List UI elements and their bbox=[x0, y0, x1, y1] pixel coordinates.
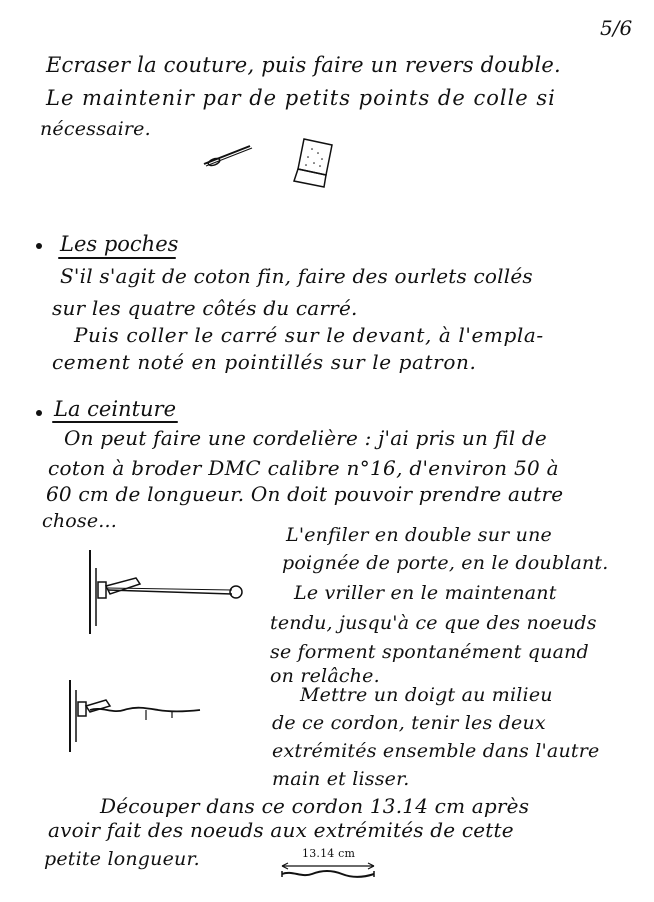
side-line-1: L'enfiler en double sur une bbox=[286, 524, 552, 546]
side-line-4: tendu, jusqu'à ce que des noeuds bbox=[270, 612, 597, 634]
side-line-6: on relâche. bbox=[270, 665, 380, 687]
glue-tube-sketch bbox=[288, 135, 338, 190]
ceinture-line-3: 60 cm de longueur. On doit pouvoir prendre autre bbox=[46, 482, 564, 506]
heading-underline-ceinture bbox=[52, 421, 178, 423]
poches-line-2: sur les quatre côtés du carré. bbox=[52, 296, 358, 320]
intro-line-2: Le maintenir par de petits points de colle si bbox=[46, 86, 556, 110]
final-line-2: avoir fait des noeuds aux extrémités de cette bbox=[48, 818, 514, 842]
ceinture-line-4: chose... bbox=[42, 510, 118, 532]
section-heading-ceinture: La ceinture bbox=[54, 397, 177, 421]
side-line-7: Mettre un doigt au milieu bbox=[300, 684, 553, 706]
bullet-poches bbox=[36, 243, 42, 249]
twisted-cord-sketch bbox=[62, 676, 212, 756]
page-number: 5/6 bbox=[600, 16, 633, 40]
intro-line-3: nécessaire. bbox=[40, 118, 151, 140]
section-heading-poches: Les poches bbox=[60, 232, 179, 256]
ceinture-line-1: On peut faire une cordelière : j'ai pris un fil de bbox=[64, 426, 547, 450]
final-line-3: petite longueur. bbox=[44, 848, 200, 870]
side-line-2: poignée de porte, en le doublant. bbox=[282, 552, 609, 574]
final-line-1: Découper dans ce cordon 13.14 cm après bbox=[100, 794, 530, 818]
measure-arrow-sketch bbox=[278, 860, 378, 884]
poches-line-3: Puis coller le carré sur le devant, à l'empla- bbox=[74, 323, 544, 347]
needle-sketch bbox=[200, 140, 260, 170]
side-line-9: extrémités ensemble dans l'autre bbox=[272, 740, 600, 762]
cord-on-handle-sketch bbox=[78, 548, 248, 638]
measure-label: 13.14 cm bbox=[302, 847, 356, 860]
side-line-5: se forment spontanément quand bbox=[270, 641, 589, 663]
side-line-3: Le vriller en le maintenant bbox=[294, 582, 557, 604]
ceinture-line-2: coton à broder DMC calibre n°16, d'environ 50 à bbox=[48, 456, 559, 480]
side-line-10: main et lisser. bbox=[272, 768, 410, 790]
bullet-ceinture bbox=[36, 410, 42, 416]
poches-line-4: cement noté en pointillés sur le patron. bbox=[52, 350, 477, 374]
side-line-8: de ce cordon, tenir les deux bbox=[272, 712, 546, 734]
intro-line-1: Ecraser la couture, puis faire un revers double. bbox=[46, 53, 561, 77]
heading-underline-poches bbox=[58, 257, 176, 259]
poches-line-1: S'il s'agit de coton fin, faire des ourlets collés bbox=[60, 264, 533, 288]
